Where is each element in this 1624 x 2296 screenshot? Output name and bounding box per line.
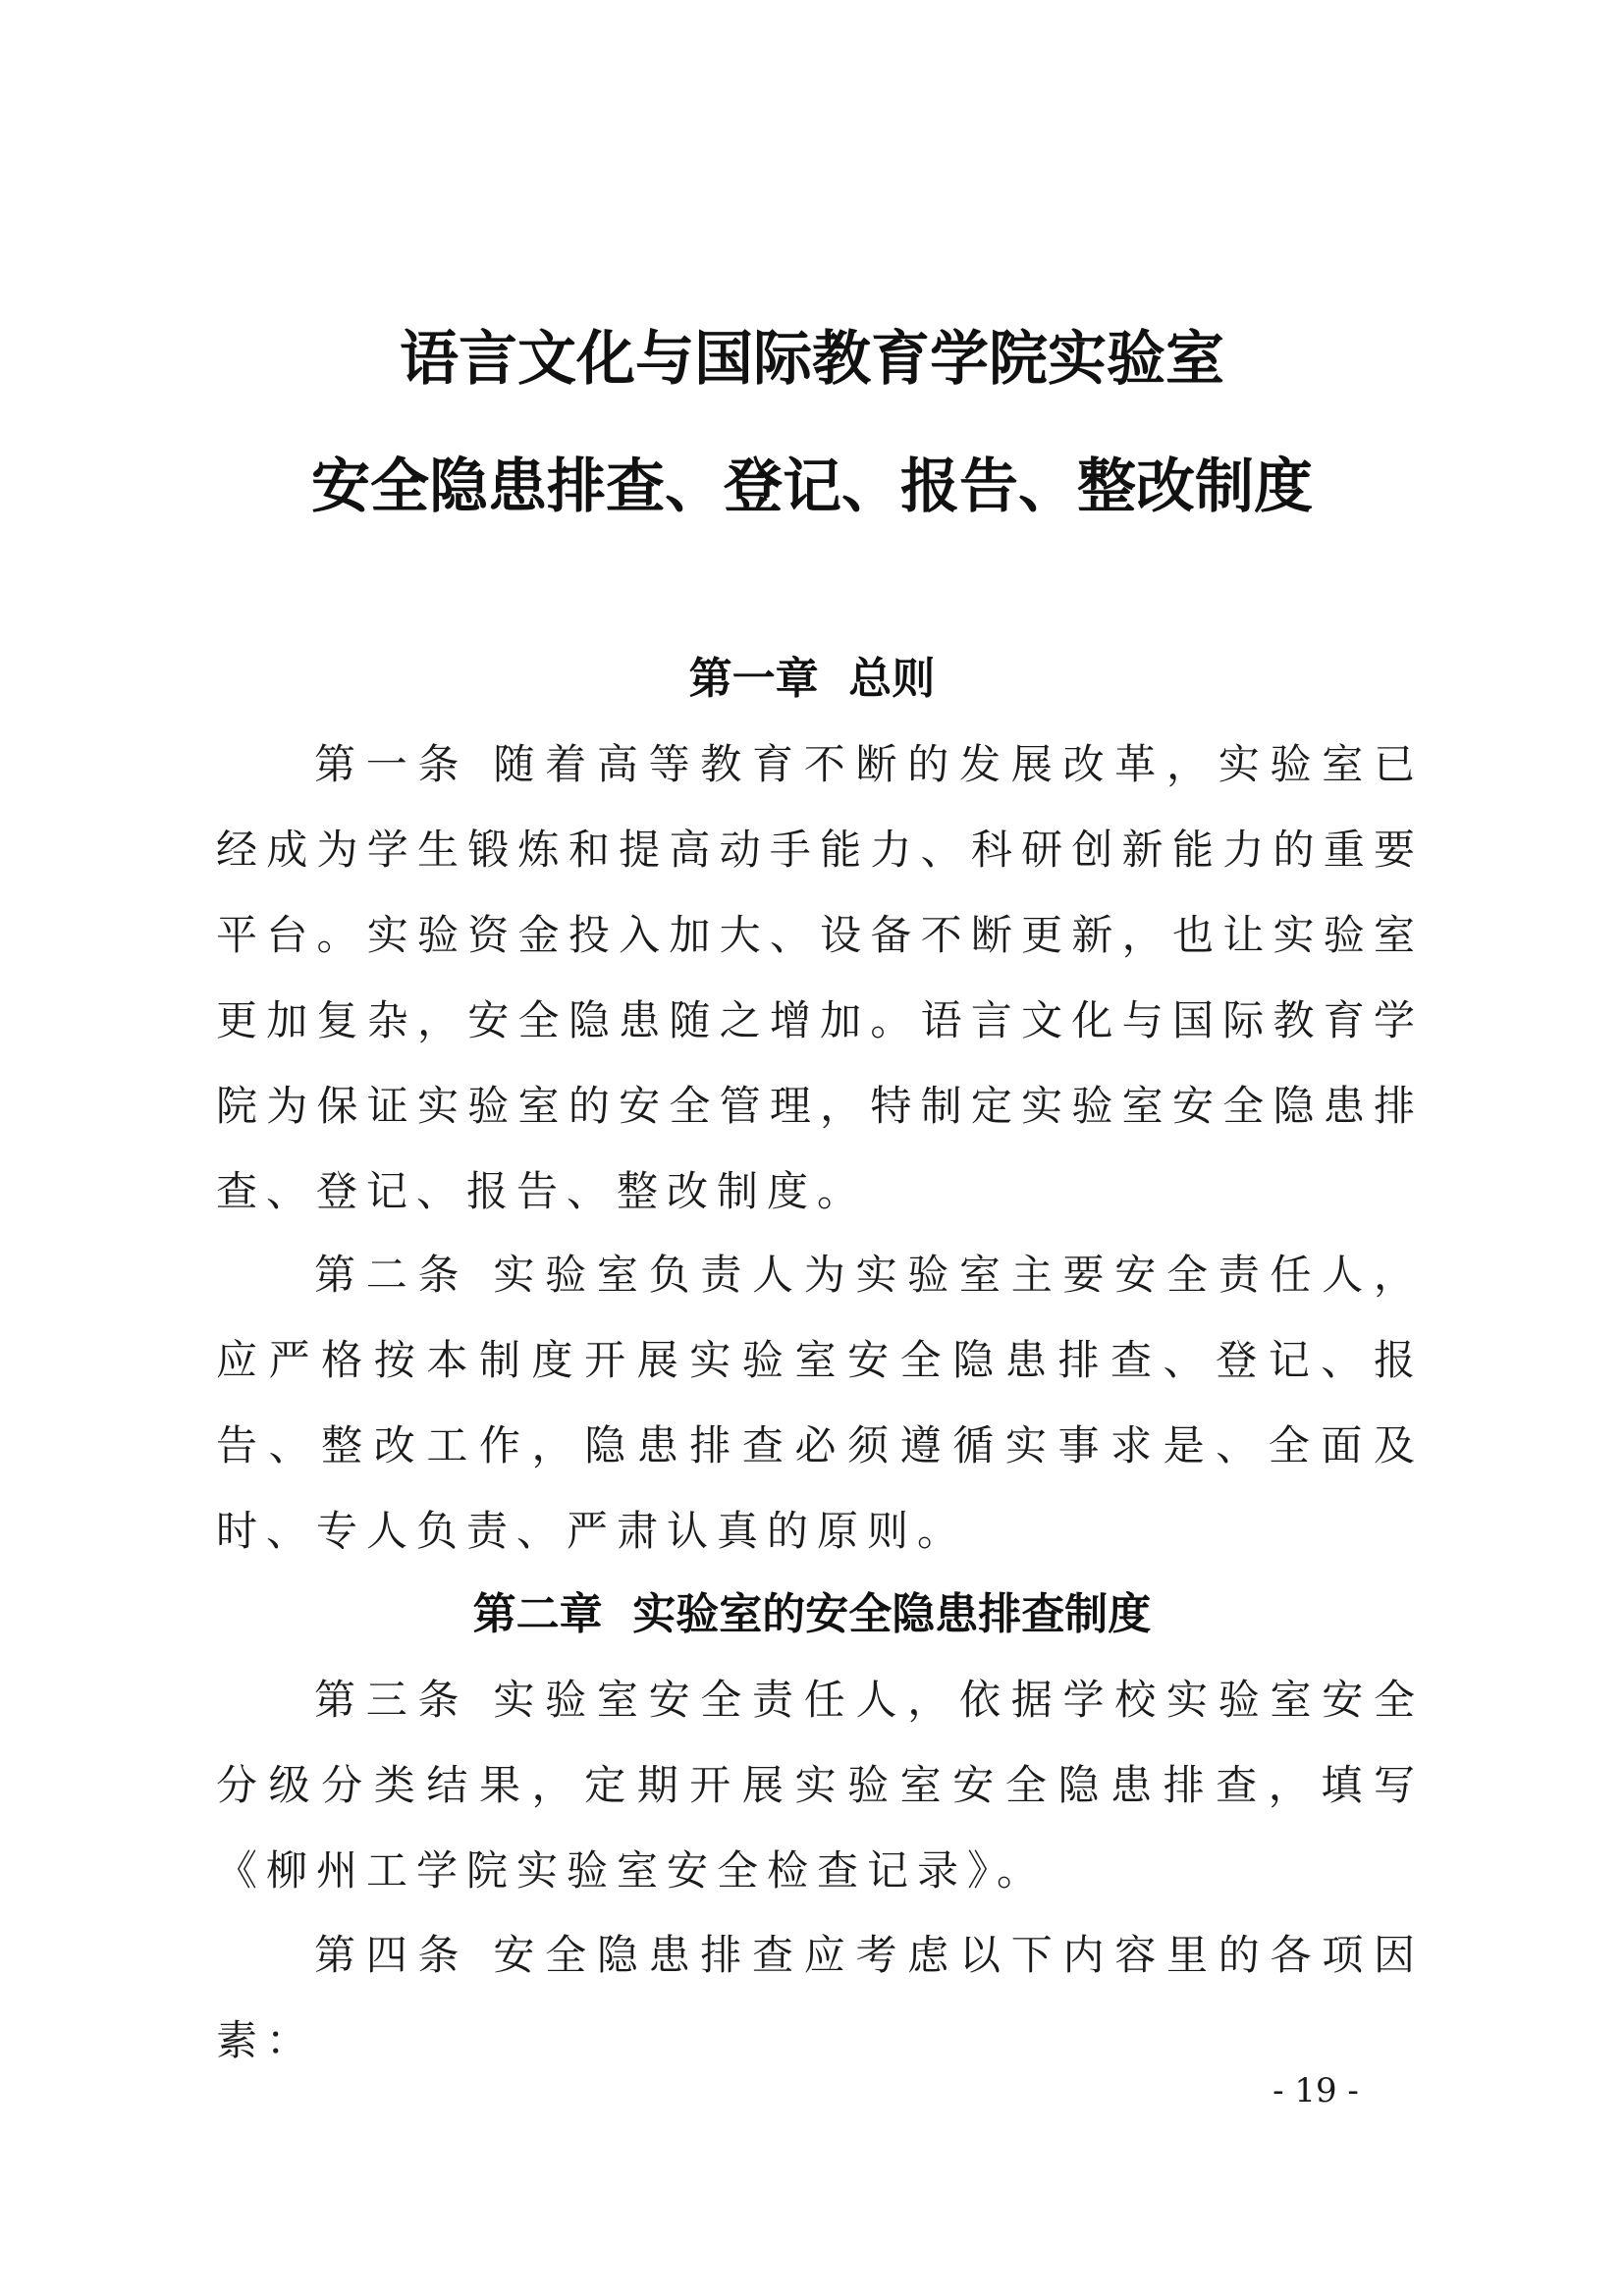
article-3-paragraph: 第三条 实验室安全责任人，依据学校实验室安全分级分类结果，定期开展实验室安全隐患排查，填写《柳州工学院实验室安全检查记录》。	[216, 1676, 1424, 1895]
article-1-paragraph: 第一条 随着高等教育不断的发展改革，实验室已经成为学生锻炼和提高动手能力、科研创新能力的重要平台。实验资金投入加大、设备不断更新，也让实验室更加复杂，安全隐患随之增加。语言文化与国际教育学院为保证实验室的安全管理，特制定实验室安全隐患排查、登记、报告、整改制度。	[216, 740, 1424, 1215]
document-title-line-1: 语言文化与国际教育学院实验室	[400, 325, 1224, 394]
page-number: - 19 -	[1272, 2071, 1359, 2110]
chapter-2-heading: 第二章 实验室的安全隐患排查制度	[472, 1589, 1152, 1639]
article-4-paragraph: 第四条 安全隐患排查应考虑以下内容里的各项因素：	[216, 1931, 1424, 2064]
article-2-paragraph: 第二条 实验室负责人为实验室主要安全责任人，应严格按本制度开展实验室安全隐患排查、登记、报告、整改工作，隐患排查必须遵循实事求是、全面及时、专人负责、严肃认真的原则。	[216, 1251, 1424, 1555]
document-title-line-2: 安全隐患排查、登记、报告、整改制度	[311, 453, 1313, 521]
chapter-1-heading: 第一章 总则	[688, 654, 936, 704]
